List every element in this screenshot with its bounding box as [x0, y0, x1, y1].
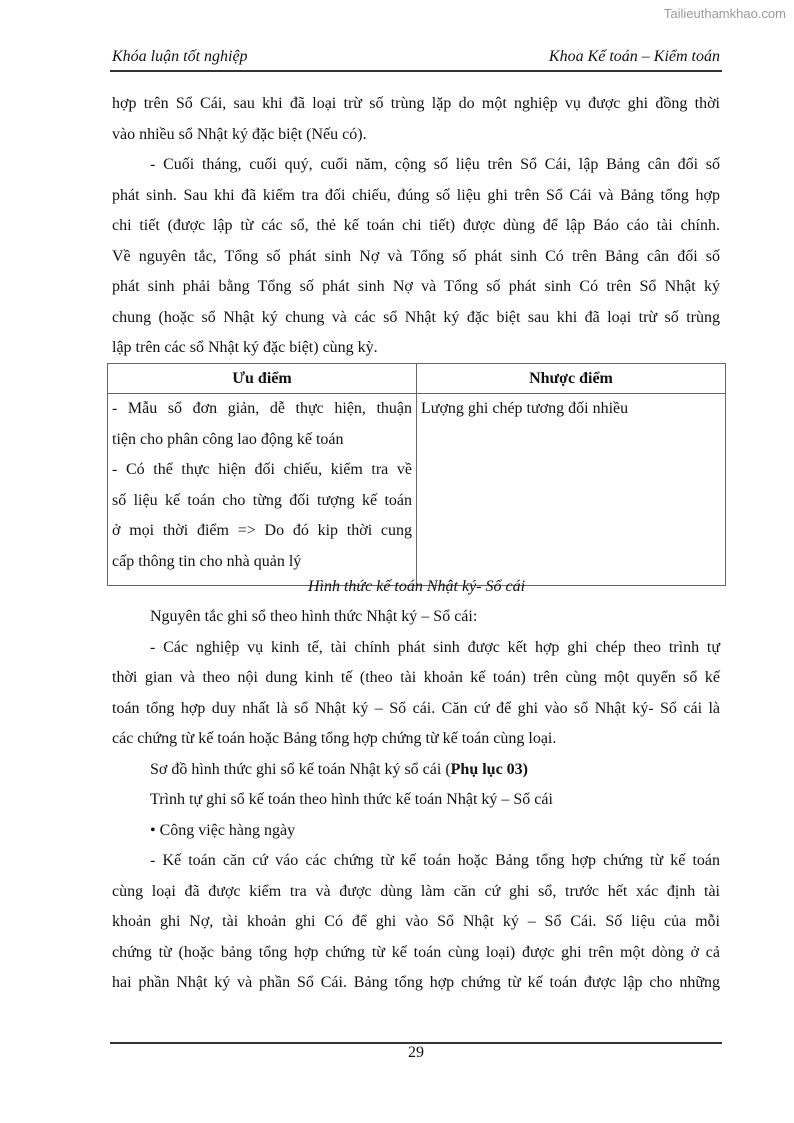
text-line: tiện cho phân công lao động kế toán: [112, 430, 344, 448]
text-line: khoản ghi Nợ, tài khoản ghi Có để ghi vào Sổ Nhật ký – Sổ Cái. Số liệu của mỗi: [112, 913, 720, 930]
cell-pros: [108, 394, 417, 586]
text-line: phát sinh. Sau khi đã kiểm tra đối chiếu, đúng số liệu ghi trên Sổ Cái và Bảng tổng hợp: [112, 186, 720, 204]
text-line: Về nguyên tắc, Tổng số phát sinh Nợ và Tổng số phát sinh Có trên Bảng cân đối số: [112, 247, 720, 265]
text-line: • Công việc hàng ngày: [150, 821, 296, 839]
text-line: - Có thể thực hiện đối chiếu, kiểm tra về: [112, 461, 412, 478]
text-line: - Cuối tháng, cuối quý, cuối năm, cộng số liệu trên Sổ Cái, lập Bảng cân đối số: [150, 156, 720, 173]
text-line: toán tổng hợp duy nhất là sổ Nhật ký – Sổ cái. Căn cứ để ghi vào sổ Nhật ký- Sổ cái là: [112, 699, 720, 717]
text-line: phát sinh phải bằng Tổng số phát sinh Nợ và Tổng số phát sinh Có trên Sổ Nhật ký: [112, 278, 720, 295]
table-caption: Hình thức kế toán Nhật ký- Sổ cái: [307, 578, 526, 595]
text-line: - Kế toán căn cứ váo các chứng từ kế toán hoặc Bảng tổng hợp chứng từ kế toán: [150, 852, 720, 869]
text-line: lập trên các sổ Nhật ký đặc biệt) cùng kỳ.: [112, 339, 378, 356]
appendix-ref: Phụ lục 03): [450, 760, 528, 778]
header-cons: Nhược điểm: [417, 364, 726, 394]
text-line: cùng loại đã được kiểm tra và được dùng làm căn cứ ghi sổ, trước hết xác định tài: [112, 882, 720, 900]
cell-cons: [417, 394, 726, 586]
text-line: chung (hoặc sổ Nhật ký chung và các sổ Nhật ký đặc biệt sau khi đã loại trừ số trùng: [112, 308, 720, 326]
page-number: 29: [408, 1044, 424, 1061]
text-line: chứng từ (hoặc bảng tổng hợp chứng từ kế toán cùng loại) được ghi trên một dòng ở cả: [112, 943, 720, 961]
paragraph-block-3: [112, 785, 720, 999]
text-line: cấp thông tin cho nhà quản lý: [112, 552, 302, 570]
header-left: Khóa luận tốt nghiệp: [112, 48, 248, 65]
paragraph-block-2: [112, 602, 720, 755]
table-row: [108, 394, 726, 586]
text-line: Nguyên tắc ghi sổ theo hình thức Nhật ký – Sổ cái:: [150, 608, 478, 625]
text-line: hai phần Nhật ký và phần Sổ Cái. Bảng tổng hợp chứng từ kế toán được lập cho những: [112, 974, 720, 991]
diagram-text: Sơ đồ hình thức ghi sổ kế toán Nhật ký sổ cái (: [150, 760, 451, 778]
page-header: [112, 48, 720, 66]
text-line: số liệu kế toán cho từng đối tượng kế toán: [112, 491, 412, 509]
cons-text: Lượng ghi chép tương đối nhiều: [421, 400, 629, 417]
watermark: Tailieuthamkhao.com: [663, 6, 786, 21]
text-line: hợp trên Sổ Cái, sau khi đã loại trừ số trùng lặp do một nghiệp vụ được ghi đồng thời: [112, 95, 720, 112]
paragraph-block-1: [112, 89, 720, 364]
text-line: - Mẫu sổ đơn giản, dễ thực hiện, thuận: [112, 400, 412, 417]
pros-cons-table: [107, 363, 726, 586]
text-line: các chứng từ kế toán hoặc Bảng tổng hợp chứng từ kế toán cùng loại.: [112, 730, 557, 747]
header-rule: [110, 70, 722, 72]
text-line: vào nhiều sổ Nhật ký đặc biệt (Nếu có).: [112, 125, 367, 143]
header-pros: Ưu điểm: [108, 364, 417, 394]
table-header-row: [108, 364, 726, 394]
text-line: - Các nghiệp vụ kinh tế, tài chính phát sinh được kết hợp ghi chép theo trình tự: [150, 638, 720, 656]
text-line: chi tiết (được lập từ các sổ, thẻ kế toán chi tiết) được dùng để lập Báo cáo tài chính.: [112, 217, 720, 234]
diagram-reference: [112, 755, 720, 786]
header-right: Khoa Kế toán – Kiểm toán: [548, 48, 720, 65]
text-line: Trình tự ghi sổ kế toán theo hình thức kế toán Nhật ký – Sổ cái: [150, 791, 553, 808]
text-line: ở mọi thời điểm => Do đó kip thời cung: [112, 522, 412, 539]
text-line: thời gian và theo nội dung kinh tế (theo tài khoản kế toán) trên cùng một quyển sổ kế: [112, 669, 720, 686]
